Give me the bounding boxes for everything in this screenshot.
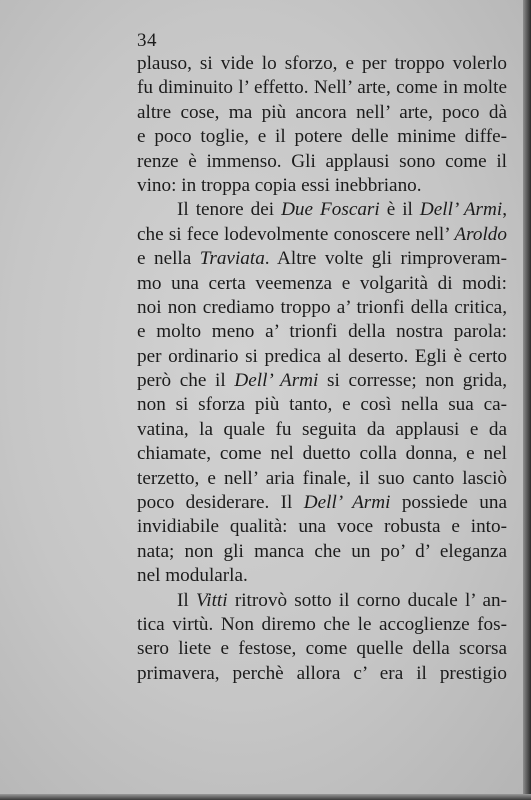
page-bottom-shadow bbox=[0, 794, 531, 800]
text-line bbox=[137, 637, 507, 661]
text-segment: noi non crediamo troppo a’ trionfi della critica, bbox=[137, 296, 507, 318]
text-segment: che si fece lodevolmente conoscere nell’ bbox=[137, 223, 455, 245]
text-line bbox=[137, 613, 507, 637]
text-line bbox=[137, 662, 507, 686]
text-segment: tica virtù. Non diremo che le accoglienze fos- bbox=[137, 613, 507, 635]
text-segment: fu diminuito l’ effetto. Nell’ arte, come in molte bbox=[137, 77, 507, 99]
text-line bbox=[137, 198, 507, 222]
text-line bbox=[137, 272, 507, 296]
text-segment: però che il bbox=[137, 370, 235, 392]
text-segment: , bbox=[502, 199, 508, 221]
text-line bbox=[137, 247, 507, 271]
text-segment: mo una certa veemenza e volgarità di modi: bbox=[137, 272, 507, 294]
text-segment: plauso, si vide lo sforzo, e per troppo volerlo bbox=[137, 53, 507, 74]
text-line bbox=[137, 540, 507, 564]
text-segment: renze è immenso. Gli applausi sono come il bbox=[137, 150, 507, 172]
italic-text-segment: Traviata bbox=[199, 248, 265, 270]
text-line bbox=[137, 491, 507, 515]
text-segment: chiamate, come nel duetto colla donna, e nel bbox=[137, 443, 507, 465]
text-line bbox=[137, 150, 507, 174]
text-segment: e nella bbox=[137, 248, 200, 270]
text-segment: non si sforza più tanto, e così nella sua ca- bbox=[137, 394, 507, 416]
text-segment: sero liete e festose, come quelle della scorsa bbox=[137, 638, 507, 660]
italic-text-segment: Dell’ Armi bbox=[234, 370, 319, 392]
text-segment: nata; non gli manca che un po’ d’ eleganza bbox=[137, 540, 507, 562]
text-line bbox=[137, 515, 507, 539]
text-segment: e molto meno a’ trionfi della nostra parola: bbox=[137, 321, 507, 343]
text-line bbox=[137, 345, 507, 369]
italic-text-segment: Aroldo bbox=[454, 223, 507, 245]
text-line bbox=[137, 223, 507, 247]
text-line bbox=[137, 467, 507, 491]
text-line bbox=[137, 296, 507, 320]
text-line bbox=[137, 101, 507, 125]
italic-text-segment: Dell’ Armi bbox=[419, 199, 503, 221]
body-text bbox=[137, 52, 507, 686]
text-line bbox=[137, 52, 507, 76]
text-segment: nel modularla. bbox=[137, 565, 248, 587]
text-segment: e poco toglie, e il potere delle minime diffe- bbox=[137, 126, 507, 148]
text-line bbox=[137, 369, 507, 393]
italic-text-segment: Due Foscari bbox=[281, 199, 380, 221]
text-line bbox=[137, 393, 507, 417]
text-segment: invidiabile qualità: una voce robusta e into- bbox=[137, 516, 507, 538]
text-segment: Il bbox=[177, 589, 196, 611]
text-line bbox=[137, 418, 507, 442]
text-segment: primavera, perchè allora c’ era il prestigio bbox=[137, 662, 507, 684]
text-line bbox=[137, 442, 507, 466]
text-segment: Il tenore dei bbox=[177, 199, 282, 221]
text-segment: . Altre volte gli rimproveram- bbox=[264, 248, 507, 270]
italic-text-segment: Vitti bbox=[195, 589, 228, 611]
text-segment: poco desiderare. Il bbox=[137, 492, 304, 514]
text-line bbox=[137, 320, 507, 344]
page-edge-shadow bbox=[523, 0, 531, 800]
italic-text-segment: Dell’ Armi bbox=[303, 492, 391, 514]
text-segment: possiede una bbox=[390, 492, 507, 514]
text-line bbox=[137, 564, 507, 588]
text-segment: si corresse; non grida, bbox=[318, 370, 508, 392]
text-line bbox=[137, 589, 507, 613]
text-line bbox=[137, 174, 507, 198]
text-segment: è il bbox=[379, 199, 420, 221]
text-segment: vatina, la quale fu seguita da applausi e da bbox=[137, 418, 507, 440]
text-segment: per ordinario si predica al deserto. Egli è certo bbox=[137, 345, 507, 367]
text-segment: vino: in troppa copia essi inebbriano. bbox=[137, 174, 422, 196]
page-number: 34 bbox=[137, 30, 157, 51]
text-segment: altre cose, ma più ancora nell’ arte, poco dà bbox=[137, 101, 507, 123]
text-segment: terzetto, e nell’ aria finale, il suo canto lasciò bbox=[137, 467, 507, 489]
text-line bbox=[137, 76, 507, 100]
text-line bbox=[137, 125, 507, 149]
text-segment: ritrovò sotto il corno ducale l’ an- bbox=[227, 589, 507, 611]
